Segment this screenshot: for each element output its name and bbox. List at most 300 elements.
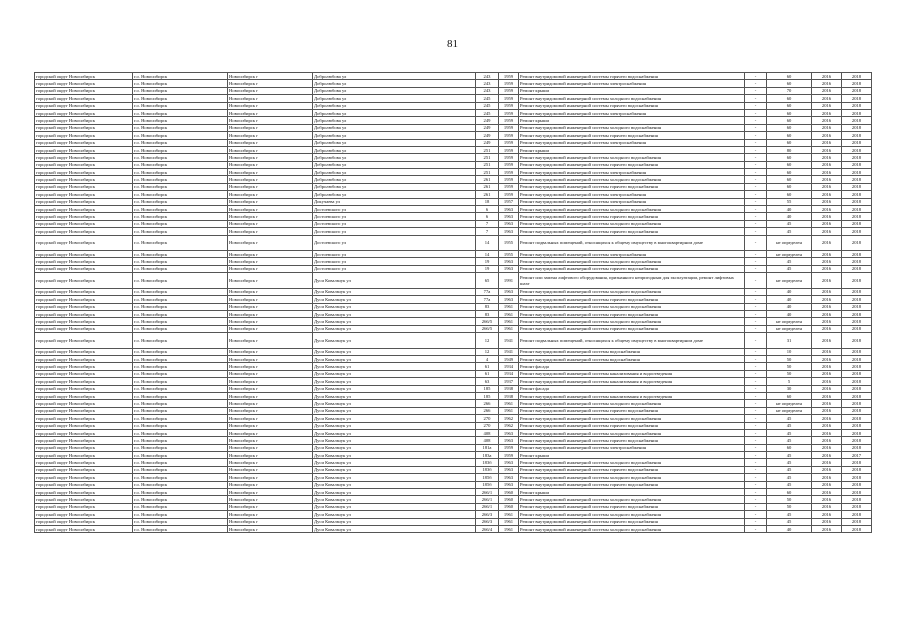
year-cell: 1959 — [499, 161, 519, 168]
wear-cell: 40 — [767, 206, 812, 213]
year-cell: 1963 — [499, 437, 519, 444]
start-year-cell: 2016 — [812, 318, 842, 325]
table-row — [35, 154, 872, 161]
house-cell: 261 — [476, 191, 499, 198]
table-row — [35, 474, 872, 481]
street-cell: Дуси Ковальчук ул — [313, 348, 476, 355]
start-year-cell: 2016 — [812, 251, 842, 258]
flag-cell: - — [745, 109, 767, 116]
end-year-cell: 2018 — [842, 392, 872, 399]
municipality-cell: г.о. Новосибирск — [133, 154, 228, 161]
municipality-cell: г.о. Новосибирск — [133, 474, 228, 481]
year-cell: 1963 — [499, 288, 519, 295]
house-cell: 185б — [476, 474, 499, 481]
start-year-cell: 2016 — [812, 415, 842, 422]
municipality-cell: г.о. Новосибирск — [133, 363, 228, 370]
district-cell: городской округ Новосибирск — [35, 378, 133, 385]
wear-cell: 45 — [767, 474, 812, 481]
district-cell: городской округ Новосибирск — [35, 213, 133, 220]
district-cell: городской округ Новосибирск — [35, 525, 133, 532]
city-cell: Новосибирск г — [228, 176, 313, 183]
municipality-cell: г.о. Новосибирск — [133, 407, 228, 414]
year-cell: 1959 — [499, 95, 519, 102]
street-cell: Докучаева ул — [313, 198, 476, 205]
street-cell: Дуси Ковальчук ул — [313, 481, 476, 488]
year-cell: 1963 — [499, 265, 519, 272]
work-type-cell: Ремонт внутридомовой инженерной системы горячего водоснабжения — [519, 296, 745, 303]
street-cell: Дуси Ковальчук ул — [313, 385, 476, 392]
start-year-cell: 2016 — [812, 198, 842, 205]
city-cell: Новосибирск г — [228, 481, 313, 488]
house-cell: 266/5 — [476, 318, 499, 325]
end-year-cell: 2018 — [842, 198, 872, 205]
house-cell: 61 — [476, 363, 499, 370]
street-cell: Добролюбова ул — [313, 95, 476, 102]
table-row — [35, 318, 872, 325]
wear-cell: 45 — [767, 437, 812, 444]
street-cell: Добролюбова ул — [313, 132, 476, 139]
year-cell: 1959 — [499, 452, 519, 459]
table-row — [35, 459, 872, 466]
city-cell: Новосибирск г — [228, 87, 313, 94]
city-cell: Новосибирск г — [228, 407, 313, 414]
city-cell: Новосибирск г — [228, 318, 313, 325]
end-year-cell: 2018 — [842, 474, 872, 481]
municipality-cell: г.о. Новосибирск — [133, 117, 228, 124]
municipality-cell: г.о. Новосибирск — [133, 169, 228, 176]
district-cell: городской округ Новосибирск — [35, 452, 133, 459]
wear-cell: 50 — [767, 496, 812, 503]
flag-cell: - — [745, 102, 767, 109]
house-cell: 251 — [476, 146, 499, 153]
district-cell: городской округ Новосибирск — [35, 132, 133, 139]
flag-cell: - — [745, 251, 767, 258]
district-cell: городской округ Новосибирск — [35, 139, 133, 146]
municipality-cell: г.о. Новосибирск — [133, 198, 228, 205]
table-row — [35, 220, 872, 227]
street-cell: Дуси Ковальчук ул — [313, 296, 476, 303]
start-year-cell: 2016 — [812, 132, 842, 139]
municipality-cell: г.о. Новосибирск — [133, 296, 228, 303]
district-cell: городской округ Новосибирск — [35, 363, 133, 370]
start-year-cell: 2016 — [812, 422, 842, 429]
end-year-cell: 2018 — [842, 154, 872, 161]
start-year-cell: 2016 — [812, 139, 842, 146]
street-cell: Дуси Ковальчук ул — [313, 318, 476, 325]
house-cell: 245 — [476, 95, 499, 102]
house-cell: 183б — [476, 466, 499, 473]
year-cell: 1962 — [499, 415, 519, 422]
flag-cell: - — [745, 444, 767, 451]
wear-cell: не определен — [767, 273, 812, 289]
wear-cell: 45 — [767, 459, 812, 466]
street-cell: Дуси Ковальчук ул — [313, 511, 476, 518]
street-cell: Дуси Ковальчук ул — [313, 392, 476, 399]
flag-cell: - — [745, 265, 767, 272]
start-year-cell: 2016 — [812, 392, 842, 399]
start-year-cell: 2016 — [812, 481, 842, 488]
work-type-cell: Ремонт внутридомовой инженерной системы холодного водоснабжения — [519, 95, 745, 102]
year-cell: 1938 — [499, 392, 519, 399]
year-cell: 1959 — [499, 444, 519, 451]
work-type-cell: Ремонт подвальных помещений, относящихся к общему имуществу в многоквартирном доме — [519, 235, 745, 251]
house-cell: 14 — [476, 251, 499, 258]
city-cell: Новосибирск г — [228, 444, 313, 451]
municipality-cell: г.о. Новосибирск — [133, 422, 228, 429]
street-cell: Дуси Ковальчук ул — [313, 459, 476, 466]
wear-cell: 40 — [767, 213, 812, 220]
municipality-cell: г.о. Новосибирск — [133, 496, 228, 503]
table-row — [35, 265, 872, 272]
city-cell: Новосибирск г — [228, 459, 313, 466]
work-type-cell: Ремонт внутридомовой инженерной системы холодного водоснабжения — [519, 288, 745, 295]
work-type-cell: Ремонт внутридомовой инженерной системы холодного водоснабжения — [519, 220, 745, 227]
city-cell: Новосибирск г — [228, 466, 313, 473]
year-cell: 1961 — [499, 310, 519, 317]
district-cell: городской округ Новосибирск — [35, 333, 133, 349]
flag-cell: - — [745, 437, 767, 444]
wear-cell: 45 — [767, 452, 812, 459]
end-year-cell: 2018 — [842, 132, 872, 139]
table-body — [35, 73, 872, 533]
year-cell: 1961 — [499, 525, 519, 532]
city-cell: Новосибирск г — [228, 525, 313, 532]
flag-cell: - — [745, 429, 767, 436]
year-cell: 1957 — [499, 198, 519, 205]
district-cell: городской округ Новосибирск — [35, 183, 133, 190]
wear-cell: 50 — [767, 370, 812, 377]
work-type-cell: Ремонт внутридомовой инженерной системы канализования и водоотведения — [519, 392, 745, 399]
start-year-cell: 2016 — [812, 363, 842, 370]
house-cell: 14 — [476, 235, 499, 251]
year-cell: 1959 — [499, 73, 519, 80]
work-type-cell: Ремонт внутридомовой инженерной системы горячего водоснабжения — [519, 325, 745, 332]
street-cell: Дуси Ковальчук ул — [313, 325, 476, 332]
table-row — [35, 206, 872, 213]
municipality-cell: г.о. Новосибирск — [133, 265, 228, 272]
work-type-cell: Ремонт крыши — [519, 146, 745, 153]
district-cell: городской округ Новосибирск — [35, 102, 133, 109]
wear-cell: 60 — [767, 169, 812, 176]
end-year-cell: 2018 — [842, 251, 872, 258]
wear-cell: 45 — [767, 422, 812, 429]
house-cell: 251 — [476, 154, 499, 161]
district-cell: городской округ Новосибирск — [35, 325, 133, 332]
street-cell: Дуси Ковальчук ул — [313, 303, 476, 310]
flag-cell: - — [745, 273, 767, 289]
flag-cell: - — [745, 213, 767, 220]
street-cell: Дуси Ковальчук ул — [313, 378, 476, 385]
house-cell: 185б — [476, 481, 499, 488]
city-cell: Новосибирск г — [228, 325, 313, 332]
district-cell: городской округ Новосибирск — [35, 422, 133, 429]
end-year-cell: 2018 — [842, 206, 872, 213]
table-row — [35, 481, 872, 488]
work-type-cell: Ремонт внутридомовой инженерной системы водоснабжения — [519, 356, 745, 363]
street-cell: Добролюбова ул — [313, 191, 476, 198]
year-cell: 1963 — [499, 466, 519, 473]
end-year-cell: 2018 — [842, 124, 872, 131]
street-cell: Дуси Ковальчук ул — [313, 310, 476, 317]
flag-cell: - — [745, 124, 767, 131]
table-row — [35, 169, 872, 176]
table-row — [35, 385, 872, 392]
flag-cell: - — [745, 310, 767, 317]
flag-cell: - — [745, 198, 767, 205]
end-year-cell: 2018 — [842, 489, 872, 496]
year-cell: 1959 — [499, 124, 519, 131]
municipality-cell: г.о. Новосибирск — [133, 489, 228, 496]
district-cell: городской округ Новосибирск — [35, 437, 133, 444]
municipality-cell: г.о. Новосибирск — [133, 161, 228, 168]
year-cell: 1963 — [499, 481, 519, 488]
flag-cell: - — [745, 370, 767, 377]
house-cell: 12 — [476, 348, 499, 355]
work-type-cell: Ремонт внутридомовой инженерной системы холодного водоснабжения — [519, 496, 745, 503]
wear-cell: 45 — [767, 265, 812, 272]
year-cell: 1963 — [499, 220, 519, 227]
street-cell: Достоевского ул — [313, 206, 476, 213]
end-year-cell: 2018 — [842, 356, 872, 363]
street-cell: Дуси Ковальчук ул — [313, 437, 476, 444]
table-row — [35, 296, 872, 303]
municipality-cell: г.о. Новосибирск — [133, 146, 228, 153]
district-cell: городской округ Новосибирск — [35, 198, 133, 205]
wear-cell: 45 — [767, 429, 812, 436]
flag-cell: - — [745, 378, 767, 385]
wear-cell: 60 — [767, 176, 812, 183]
wear-cell: 60 — [767, 132, 812, 139]
municipality-cell: г.о. Новосибирск — [133, 348, 228, 355]
start-year-cell: 2016 — [812, 213, 842, 220]
year-cell: 1955 — [499, 251, 519, 258]
end-year-cell: 2018 — [842, 228, 872, 235]
year-cell: 1963 — [499, 459, 519, 466]
city-cell: Новосибирск г — [228, 452, 313, 459]
work-type-cell: Ремонт внутридомовой инженерной системы электроснабжения — [519, 80, 745, 87]
year-cell: 1959 — [499, 132, 519, 139]
wear-cell: 55 — [767, 198, 812, 205]
start-year-cell: 2016 — [812, 95, 842, 102]
work-type-cell: Ремонт внутридомовой инженерной системы холодного водоснабжения — [519, 176, 745, 183]
start-year-cell: 2016 — [812, 265, 842, 272]
year-cell: 1959 — [499, 117, 519, 124]
city-cell: Новосибирск г — [228, 265, 313, 272]
flag-cell: - — [745, 169, 767, 176]
municipality-cell: г.о. Новосибирск — [133, 318, 228, 325]
district-cell: городской округ Новосибирск — [35, 356, 133, 363]
street-cell: Достоевского ул — [313, 258, 476, 265]
start-year-cell: 2016 — [812, 370, 842, 377]
street-cell: Дуси Ковальчук ул — [313, 466, 476, 473]
end-year-cell: 2018 — [842, 429, 872, 436]
flag-cell: - — [745, 452, 767, 459]
year-cell: 1963 — [499, 474, 519, 481]
flag-cell: - — [745, 466, 767, 473]
city-cell: Новосибирск г — [228, 124, 313, 131]
wear-cell: 60 — [767, 102, 812, 109]
work-type-cell: Ремонт внутридомовой инженерной системы горячего водоснабжения — [519, 481, 745, 488]
table-row — [35, 80, 872, 87]
house-cell: 266 — [476, 400, 499, 407]
start-year-cell: 2016 — [812, 325, 842, 332]
municipality-cell: г.о. Новосибирск — [133, 95, 228, 102]
year-cell: 1962 — [499, 422, 519, 429]
wear-cell: 45 — [767, 466, 812, 473]
year-cell: 1961 — [499, 318, 519, 325]
municipality-cell: г.о. Новосибирск — [133, 385, 228, 392]
year-cell: 1934 — [499, 363, 519, 370]
wear-cell: 10 — [767, 348, 812, 355]
city-cell: Новосибирск г — [228, 132, 313, 139]
district-cell: городской округ Новосибирск — [35, 169, 133, 176]
wear-cell: 60 — [767, 73, 812, 80]
start-year-cell: 2016 — [812, 117, 842, 124]
municipality-cell: г.о. Новосибирск — [133, 356, 228, 363]
city-cell: Новосибирск г — [228, 422, 313, 429]
district-cell: городской округ Новосибирск — [35, 87, 133, 94]
municipality-cell: г.о. Новосибирск — [133, 220, 228, 227]
year-cell: 1959 — [499, 183, 519, 190]
district-cell: городской округ Новосибирск — [35, 228, 133, 235]
start-year-cell: 2016 — [812, 466, 842, 473]
year-cell: 1960 — [499, 503, 519, 510]
year-cell: 1941 — [499, 333, 519, 349]
start-year-cell: 2016 — [812, 73, 842, 80]
street-cell: Добролюбова ул — [313, 154, 476, 161]
table-row — [35, 429, 872, 436]
house-cell: 19 — [476, 258, 499, 265]
municipality-cell: г.о. Новосибирск — [133, 378, 228, 385]
year-cell: 1959 — [499, 102, 519, 109]
district-cell: городской округ Новосибирск — [35, 176, 133, 183]
city-cell: Новосибирск г — [228, 288, 313, 295]
end-year-cell: 2018 — [842, 511, 872, 518]
wear-cell: 60 — [767, 392, 812, 399]
work-type-cell: Ремонт внутридомовой инженерной системы электроснабжения — [519, 191, 745, 198]
city-cell: Новосибирск г — [228, 80, 313, 87]
flag-cell: - — [745, 258, 767, 265]
year-cell: 1959 — [499, 80, 519, 87]
municipality-cell: г.о. Новосибирск — [133, 415, 228, 422]
end-year-cell: 2018 — [842, 466, 872, 473]
year-cell: 1934 — [499, 370, 519, 377]
flag-cell: - — [745, 206, 767, 213]
table-row — [35, 400, 872, 407]
municipality-cell: г.о. Новосибирск — [133, 370, 228, 377]
end-year-cell: 2018 — [842, 310, 872, 317]
district-cell: городской округ Новосибирск — [35, 258, 133, 265]
work-type-cell: Ремонт внутридомовой инженерной системы водоснабжения — [519, 348, 745, 355]
flag-cell: - — [745, 496, 767, 503]
end-year-cell: 2018 — [842, 220, 872, 227]
municipality-cell: г.о. Новосибирск — [133, 191, 228, 198]
wear-cell: не определен — [767, 325, 812, 332]
end-year-cell: 2018 — [842, 370, 872, 377]
table-row — [35, 183, 872, 190]
house-cell: 245 — [476, 102, 499, 109]
flag-cell: - — [745, 235, 767, 251]
table-row — [35, 146, 872, 153]
table-row — [35, 109, 872, 116]
house-cell: 185 — [476, 385, 499, 392]
municipality-cell: г.о. Новосибирск — [133, 183, 228, 190]
wear-cell: 60 — [767, 191, 812, 198]
end-year-cell: 2018 — [842, 273, 872, 289]
table-row — [35, 452, 872, 459]
wear-cell: 45 — [767, 220, 812, 227]
house-cell: 243 — [476, 73, 499, 80]
municipality-cell: г.о. Новосибирск — [133, 228, 228, 235]
wear-cell: 45 — [767, 258, 812, 265]
start-year-cell: 2016 — [812, 378, 842, 385]
year-cell: 1963 — [499, 296, 519, 303]
house-cell: 266/3 — [476, 518, 499, 525]
wear-cell: 40 — [767, 310, 812, 317]
municipality-cell: г.о. Новосибирск — [133, 459, 228, 466]
end-year-cell: 2018 — [842, 503, 872, 510]
city-cell: Новосибирск г — [228, 228, 313, 235]
district-cell: городской округ Новосибирск — [35, 370, 133, 377]
year-cell: 1937 — [499, 378, 519, 385]
house-cell: 251 — [476, 161, 499, 168]
year-cell: 1961 — [499, 325, 519, 332]
table-row — [35, 303, 872, 310]
street-cell: Добролюбова ул — [313, 183, 476, 190]
city-cell: Новосибирск г — [228, 400, 313, 407]
table-row — [35, 378, 872, 385]
municipality-cell: г.о. Новосибирск — [133, 124, 228, 131]
work-type-cell: Ремонт внутридомовой инженерной системы электроснабжения — [519, 251, 745, 258]
wear-cell: не определен — [767, 318, 812, 325]
table-row — [35, 228, 872, 235]
end-year-cell: 2018 — [842, 481, 872, 488]
municipality-cell: г.о. Новосибирск — [133, 325, 228, 332]
wear-cell: 30 — [767, 385, 812, 392]
work-type-cell: Ремонт внутридомовой инженерной системы канализования и водоотведения — [519, 378, 745, 385]
table-row — [35, 348, 872, 355]
work-type-cell: Ремонт внутридомовой инженерной системы электроснабжения — [519, 109, 745, 116]
city-cell: Новосибирск г — [228, 220, 313, 227]
wear-cell: 60 — [767, 95, 812, 102]
start-year-cell: 2016 — [812, 206, 842, 213]
city-cell: Новосибирск г — [228, 437, 313, 444]
flag-cell: - — [745, 385, 767, 392]
house-cell: 266/4 — [476, 525, 499, 532]
municipality-cell: г.о. Новосибирск — [133, 333, 228, 349]
end-year-cell: 2018 — [842, 348, 872, 355]
work-type-cell: Ремонт внутридомовой инженерной системы горячего водоснабжения — [519, 102, 745, 109]
street-cell: Достоевского ул — [313, 228, 476, 235]
year-cell: 1961 — [499, 303, 519, 310]
table-row — [35, 363, 872, 370]
street-cell: Дуси Ковальчук ул — [313, 503, 476, 510]
start-year-cell: 2016 — [812, 80, 842, 87]
street-cell: Добролюбова ул — [313, 73, 476, 80]
city-cell: Новосибирск г — [228, 356, 313, 363]
table-row — [35, 139, 872, 146]
end-year-cell: 2018 — [842, 235, 872, 251]
end-year-cell: 2018 — [842, 258, 872, 265]
street-cell: Добролюбова ул — [313, 176, 476, 183]
start-year-cell: 2016 — [812, 310, 842, 317]
house-cell: 245 — [476, 109, 499, 116]
start-year-cell: 2016 — [812, 348, 842, 355]
city-cell: Новосибирск г — [228, 117, 313, 124]
end-year-cell: 2018 — [842, 363, 872, 370]
wear-cell: не определен — [767, 400, 812, 407]
start-year-cell: 2016 — [812, 452, 842, 459]
